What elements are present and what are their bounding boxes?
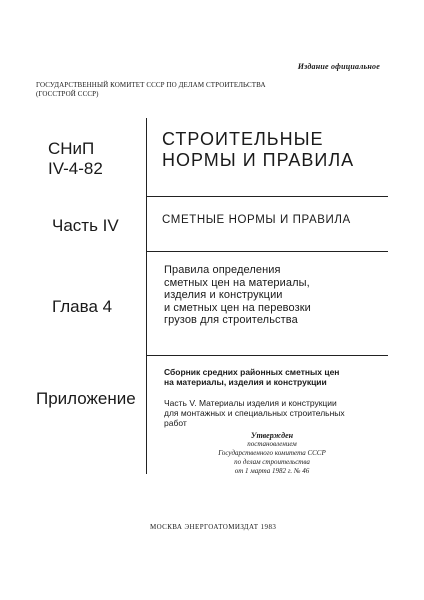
vertical-divider — [146, 118, 147, 474]
divider-3 — [146, 355, 388, 356]
approval-line-2: Государственного комитета СССР — [218, 449, 326, 457]
code-name: СНиП — [48, 139, 95, 158]
title-line-1: СТРОИТЕЛЬНЫЕ — [162, 129, 324, 149]
publisher-line: МОСКВА ЭНЕРГОАТОМИЗДАТ 1983 — [150, 523, 277, 531]
part-v-line-2: для монтажных и специальных строительных — [164, 408, 345, 418]
chapter-line-4: и сметных цен на перевозки — [164, 301, 311, 314]
approval-line-3: по делам строительства — [234, 458, 310, 466]
divider-2 — [146, 251, 388, 252]
title-line-2: НОРМЫ И ПРАВИЛА — [162, 150, 355, 170]
committee-name: ГОСУДАРСТВЕННЫЙ КОМИТЕТ СССР ПО ДЕЛАМ СТРОИТЕЛЬСТВА — [36, 81, 266, 89]
code-label — [48, 139, 103, 179]
collection-line-2: на материалы, изделия и конструкции — [164, 377, 327, 387]
collection-title — [164, 367, 339, 387]
approval-head: Утвержден — [250, 431, 294, 440]
approval-line-1: постановлением — [247, 440, 297, 448]
chapter-title — [164, 264, 311, 327]
committee-header — [36, 81, 266, 99]
part-v-line-3: работ — [164, 418, 187, 428]
chapter-line-2: сметных цен на материалы, — [164, 276, 310, 289]
chapter-line-3: изделия и конструкции — [164, 289, 283, 301]
part-label: Часть IV — [52, 216, 119, 235]
approval-block — [172, 431, 372, 476]
chapter-label: Глава 4 — [52, 297, 113, 316]
chapter-line-5: грузов для строительства — [164, 314, 298, 326]
appendix-label: Приложение — [36, 389, 136, 408]
committee-abbr: (ГОССТРОЙ СССР) — [36, 90, 99, 98]
document-title — [162, 129, 354, 171]
approval-line-4: от 1 марта 1982 г. № 46 — [234, 467, 310, 475]
part-v-title — [164, 398, 345, 428]
part-v-line-1: Часть V. Материалы изделия и конструкции — [164, 398, 337, 408]
chapter-line-1: Правила определения — [164, 264, 281, 276]
divider-1 — [146, 196, 388, 197]
collection-line-1: Сборник средних районных сметных цен — [164, 367, 340, 377]
part-title: СМЕТНЫЕ НОРМЫ И ПРАВИЛА — [162, 214, 351, 226]
edition-label: Издание официальное — [297, 62, 380, 71]
code-number: IV-4-82 — [48, 159, 103, 178]
